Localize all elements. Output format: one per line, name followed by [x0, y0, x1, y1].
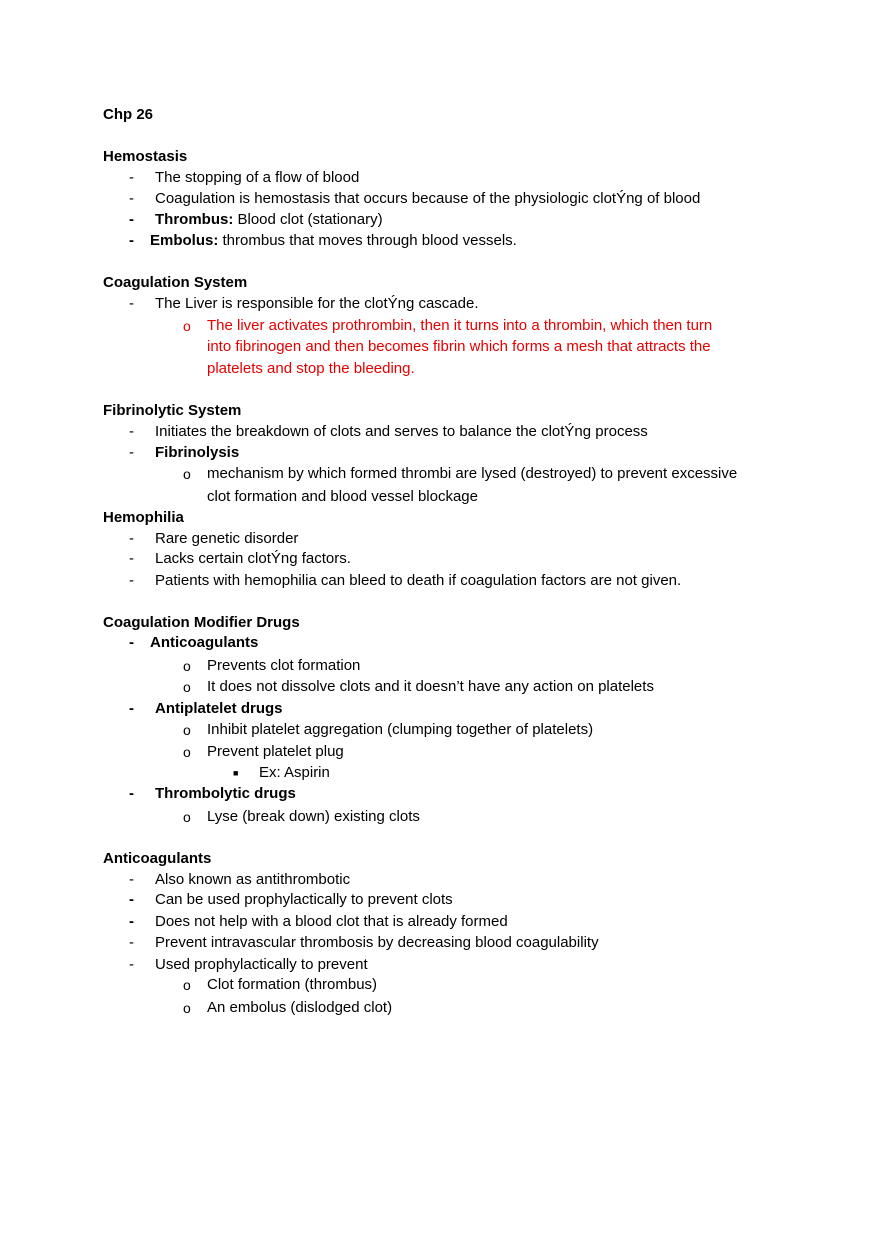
drug-subitem: Inhibit platelet aggregation (clumping together of platelets) [207, 721, 594, 738]
dash-bullet: - [129, 530, 134, 547]
term-embolus: Embolus: [150, 232, 219, 249]
dash-bullet: - [129, 295, 134, 312]
dash-bullet: - [129, 700, 134, 717]
hemostasis-item [150, 231, 517, 251]
hemophilia-item: Patients with hemophilia can bleed to death if coagulation factors are not given. [155, 572, 682, 589]
anticoagulant-item: Can be used prophylactically to prevent clots [155, 891, 453, 908]
drug-subitem: Prevent platelet plug [207, 743, 344, 760]
dash-bullet: - [129, 423, 134, 440]
dash-bullet: - [129, 634, 134, 651]
hemophilia-item: Lacks certain clotÝng factors. [155, 550, 351, 567]
definition-embolus: thrombus that moves through blood vessels. [218, 232, 517, 249]
hemostasis-item: The stopping of a flow of blood [155, 169, 360, 186]
hemostasis-item: Coagulation is hemostasis that occurs because of the physiologic clotÝng of blood [155, 190, 701, 207]
definition-thrombus: Blood clot (stationary) [233, 211, 383, 228]
circle-bullet: o [183, 466, 191, 482]
circle-bullet: o [183, 1000, 191, 1016]
section-title-fibrinolytic-system: Fibrinolytic System [103, 402, 242, 419]
fibrinolysis-subitem-line: mechanism by which formed thrombi are lysed (destroyed) to prevent excessive [207, 465, 738, 482]
drug-class-antiplatelet: Antiplatelet drugs [155, 700, 283, 717]
dash-bullet: - [129, 190, 134, 207]
circle-bullet: o [183, 318, 191, 334]
anticoagulant-subitem: Clot formation (thrombus) [207, 976, 378, 993]
drug-subitem: Lyse (break down) existing clots [207, 808, 420, 825]
anticoagulant-item: Prevent intravascular thrombosis by decreasing blood coagulability [155, 934, 599, 951]
coagulation-subitem-line: The liver activates prothrombin, then it turns into a thrombin, which then turn [207, 317, 713, 334]
section-title-anticoagulants: Anticoagulants [103, 850, 212, 867]
coagulation-subitem-line: into fibrinogen and then becomes fibrin which forms a mesh that attracts the [207, 338, 711, 355]
chapter-heading: Chp 26 [103, 106, 154, 123]
fibrinolytic-item: Fibrinolysis [155, 444, 240, 461]
dash-bullet: - [129, 169, 134, 186]
anticoagulant-item: Does not help with a blood clot that is already formed [155, 913, 508, 930]
dash-bullet: - [129, 785, 134, 802]
fibrinolytic-item: Initiates the breakdown of clots and serves to balance the clotÝng process [155, 423, 648, 440]
dash-bullet: - [129, 934, 134, 951]
hemophilia-item: Rare genetic disorder [155, 530, 299, 547]
circle-bullet: o [183, 658, 191, 674]
drug-class-thrombolytic: Thrombolytic drugs [155, 785, 296, 802]
anticoagulant-item: Used prophylactically to prevent [155, 956, 368, 973]
section-title-modifier-drugs: Coagulation Modifier Drugs [103, 614, 300, 631]
square-bullet: ■ [233, 768, 239, 778]
dash-bullet: - [129, 444, 134, 461]
anticoagulant-item: Also known as antithrombotic [155, 871, 351, 888]
dash-bullet: - [129, 871, 134, 888]
drug-subitem: Prevents clot formation [207, 657, 361, 674]
section-title-hemophilia: Hemophilia [103, 509, 184, 526]
anticoagulant-subitem: An embolus (dislodged clot) [207, 999, 393, 1016]
dash-bullet: - [129, 891, 134, 908]
circle-bullet: o [183, 809, 191, 825]
dash-bullet: - [129, 211, 134, 228]
dash-bullet: - [129, 572, 134, 589]
dash-bullet: - [129, 913, 134, 930]
dash-bullet: - [129, 232, 134, 249]
dash-bullet: - [129, 550, 134, 567]
circle-bullet: o [183, 977, 191, 993]
fibrinolysis-subitem-line: clot formation and blood vessel blockage [207, 488, 478, 505]
dash-bullet: - [129, 956, 134, 973]
drug-class-anticoagulants: Anticoagulants [150, 634, 259, 651]
circle-bullet: o [183, 722, 191, 738]
circle-bullet: o [183, 744, 191, 760]
term-thrombus: Thrombus: [155, 211, 234, 228]
section-title-coagulation-system: Coagulation System [103, 274, 248, 291]
coagulation-subitem-line: platelets and stop the bleeding. [207, 360, 415, 377]
drug-subitem: It does not dissolve clots and it doesn’t have any action on platelets [207, 678, 654, 695]
drug-example: Ex: Aspirin [259, 764, 330, 781]
hemostasis-item [155, 210, 383, 230]
section-title-hemostasis: Hemostasis [103, 148, 188, 165]
circle-bullet: o [183, 679, 191, 695]
coagulation-item: The Liver is responsible for the clotÝng cascade. [155, 295, 479, 312]
